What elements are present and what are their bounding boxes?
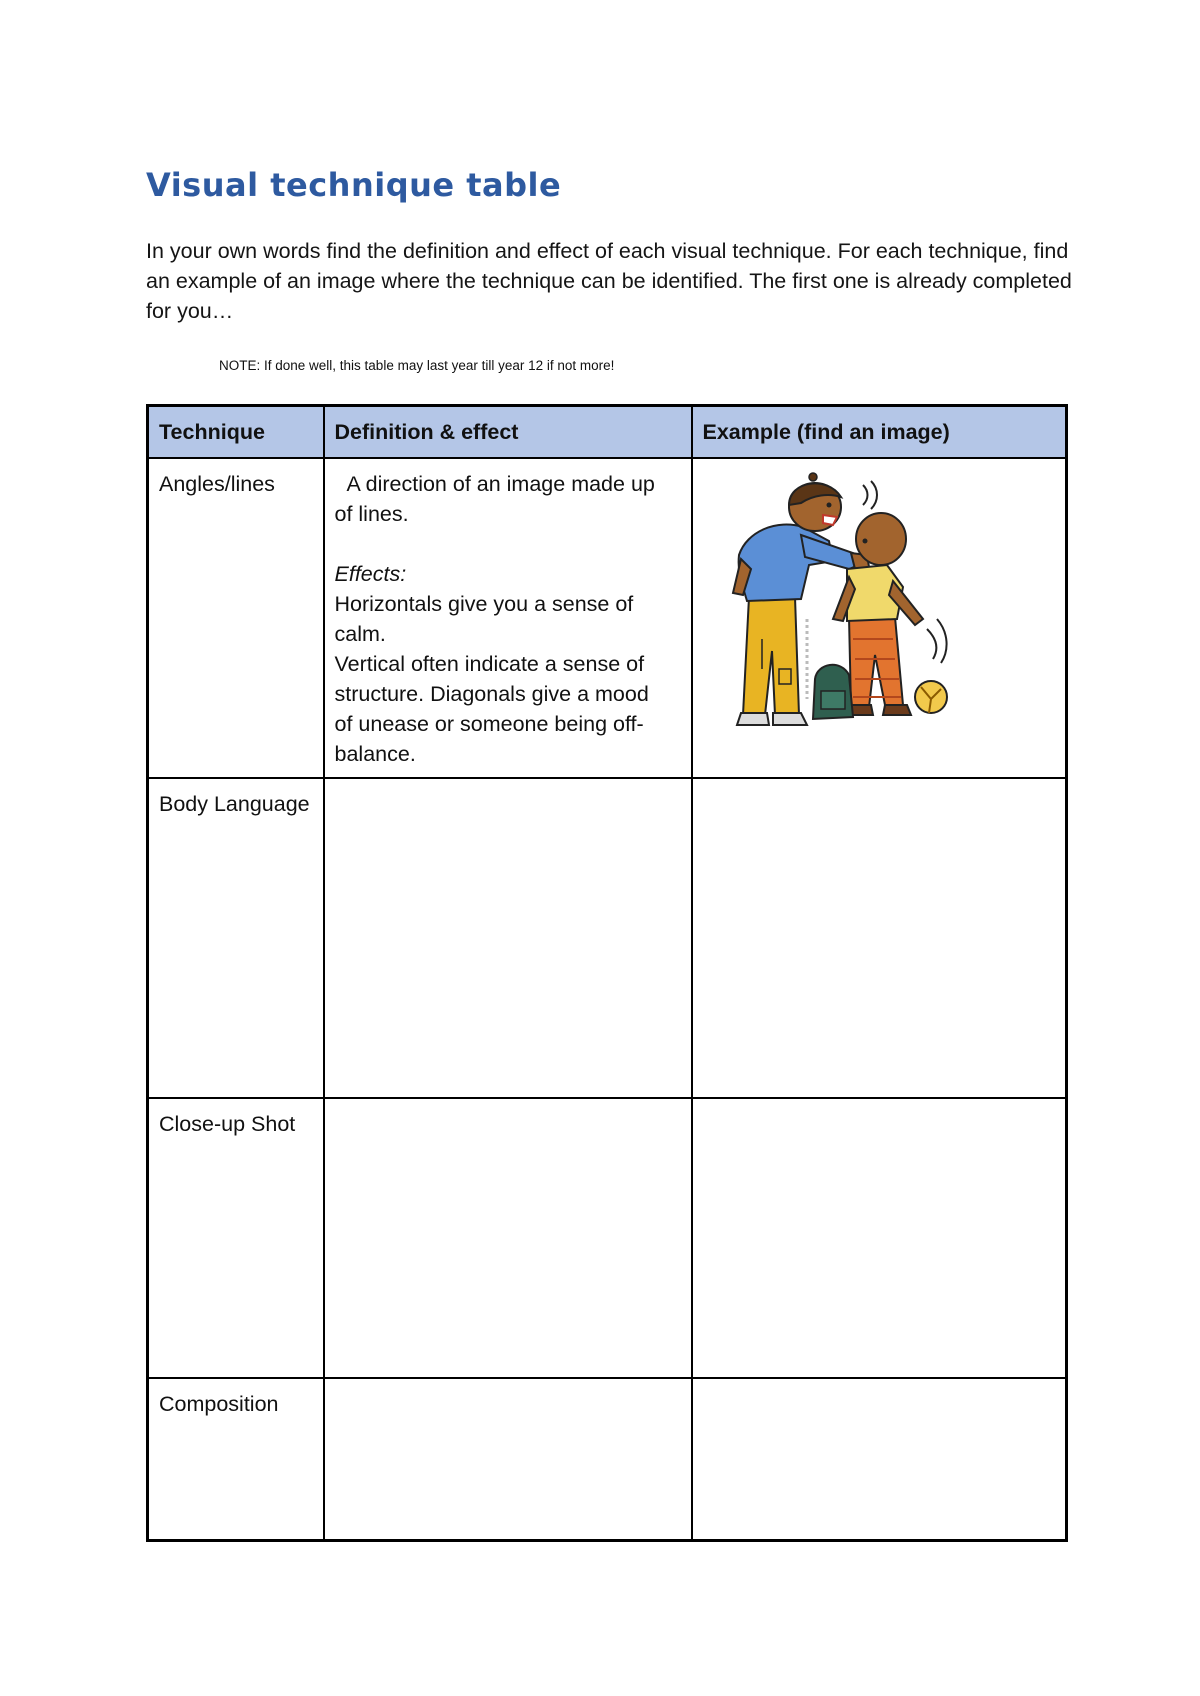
example-cell[interactable] <box>692 1378 1067 1541</box>
table-header-row <box>148 406 1067 459</box>
table-row <box>148 458 1067 778</box>
definition-line: Horizontals give you a sense of <box>334 592 634 616</box>
technique-cell: Close-up Shot <box>148 1098 324 1378</box>
example-cell[interactable] <box>692 458 1067 778</box>
definition-line: calm. <box>334 622 386 646</box>
definition-spacer <box>335 529 681 559</box>
technique-cell: Angles/lines <box>148 458 324 778</box>
definition-line: Vertical often indicate a sense of <box>334 652 645 676</box>
technique-cell: Composition <box>148 1378 324 1541</box>
instructions-paragraph: In your own words find the definition and effect of each visual technique. For each technique, find an example of an image where the technique can be identified. The first one is already completed for you… <box>146 239 1072 323</box>
definition-cell[interactable] <box>324 778 692 1098</box>
example-cell[interactable] <box>692 1098 1067 1378</box>
definition-line: of unease or someone being off- <box>334 712 644 736</box>
note-text: NOTE: If done well, this table may last year till year 12 if not more! <box>219 358 615 373</box>
definition-cell[interactable] <box>324 1098 692 1378</box>
table-row <box>148 1098 1067 1378</box>
header-definition: Definition & effect <box>324 406 692 459</box>
definition-line: structure. Diagonals give a mood <box>334 682 649 706</box>
definition-line: A direction of an image made up <box>346 472 655 496</box>
definition-line: of lines. <box>334 502 409 526</box>
definition-cell[interactable] <box>324 1378 692 1541</box>
definition-line: balance. <box>334 742 416 766</box>
table-row <box>148 778 1067 1098</box>
definition-cell[interactable] <box>324 458 692 778</box>
header-technique: Technique <box>148 406 324 459</box>
table-row <box>148 1378 1067 1541</box>
bullying-cartoon-image <box>717 469 967 739</box>
header-example: Example (find an image) <box>692 406 1067 459</box>
effects-label: Effects: <box>334 562 407 586</box>
technique-cell: Body Language <box>148 778 324 1098</box>
page-title: Visual technique table <box>146 166 562 204</box>
example-cell[interactable] <box>692 778 1067 1098</box>
visual-technique-table <box>146 404 1068 1542</box>
